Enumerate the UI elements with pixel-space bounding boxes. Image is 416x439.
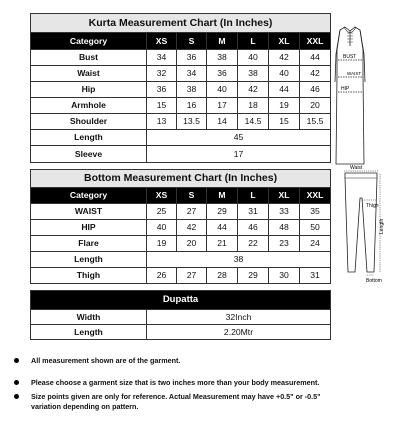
note-text: Size points given are only for reference. Actual Measurement may have +0.5" or -0.5" variation depending on pattern. xyxy=(31,392,321,412)
diagram-label-hip: HIP xyxy=(341,86,350,92)
table-cell: 38 xyxy=(147,252,331,268)
table-cell: 29 xyxy=(207,204,238,220)
row-label: Width xyxy=(31,310,147,325)
table-cell: 14.5 xyxy=(238,114,269,130)
table-cell: 24 xyxy=(300,236,331,252)
table-cell: 15.5 xyxy=(300,114,331,130)
table-row xyxy=(31,50,331,66)
table-cell: 13.5 xyxy=(177,114,207,130)
column-header: XL xyxy=(269,188,300,204)
bullet-icon xyxy=(14,358,19,363)
bullet-icon xyxy=(14,380,19,385)
row-label: Length xyxy=(31,130,147,146)
row-label: Hip xyxy=(31,82,147,98)
column-header: XXL xyxy=(300,188,331,204)
table-cell: 13 xyxy=(147,114,177,130)
table-cell: 38 xyxy=(177,82,207,98)
table-cell: 42 xyxy=(177,220,207,236)
table-cell: 23 xyxy=(269,236,300,252)
table-cell: 19 xyxy=(147,236,177,252)
kurta-chart-title: Kurta Measurement Chart (In Inches) xyxy=(31,14,331,33)
column-header: M xyxy=(207,188,238,204)
table-cell: 34 xyxy=(147,50,177,66)
table-cell: 18 xyxy=(238,98,269,114)
bullet-icon xyxy=(14,394,19,399)
table-cell: 48 xyxy=(269,220,300,236)
table-cell: 27 xyxy=(177,204,207,220)
table-cell: 19 xyxy=(269,98,300,114)
table-row xyxy=(31,220,331,236)
note-text: Please choose a garment size that is two inches more than your body measurement. xyxy=(31,378,320,387)
diagram-label-waist: WAIST xyxy=(347,71,362,76)
table-cell: 50 xyxy=(300,220,331,236)
table-cell: 25 xyxy=(147,204,177,220)
row-label: Shoulder xyxy=(31,114,147,130)
table-row xyxy=(31,66,331,82)
list-item xyxy=(14,356,410,366)
table-cell: 21 xyxy=(207,236,238,252)
column-header: S xyxy=(177,33,207,50)
column-header: L xyxy=(238,33,269,50)
column-header: M xyxy=(207,33,238,50)
table-cell: 28 xyxy=(207,268,238,284)
table-cell: 2.20Mtr xyxy=(147,325,331,340)
table-cell: 17 xyxy=(207,98,238,114)
table-cell: 33 xyxy=(269,204,300,220)
table-row xyxy=(31,146,331,163)
table-cell: 36 xyxy=(177,50,207,66)
row-label: Armhole xyxy=(31,98,147,114)
table-cell: 20 xyxy=(177,236,207,252)
diagram-label-bottom: Bottom xyxy=(366,278,382,284)
table-cell: 30 xyxy=(269,268,300,284)
diagram-label-bust: BUST xyxy=(343,54,357,60)
table-row xyxy=(31,325,331,340)
table-cell: 14 xyxy=(207,114,238,130)
row-label: Flare xyxy=(31,236,147,252)
table-cell: 42 xyxy=(238,82,269,98)
row-label: Thigh xyxy=(31,268,147,284)
table-cell: 27 xyxy=(177,268,207,284)
table-row xyxy=(31,310,331,325)
table-row xyxy=(31,252,331,268)
column-header: XS xyxy=(147,188,177,204)
table-cell: 36 xyxy=(207,66,238,82)
table-cell: 36 xyxy=(147,82,177,98)
column-header: Category xyxy=(31,188,147,204)
row-label: Waist xyxy=(31,66,147,82)
table-cell: 34 xyxy=(177,66,207,82)
table-cell: 26 xyxy=(147,268,177,284)
table-row xyxy=(31,82,331,98)
table-cell: 32 xyxy=(147,66,177,82)
table-row xyxy=(31,236,331,252)
table-cell: 40 xyxy=(269,66,300,82)
table-cell: 46 xyxy=(238,220,269,236)
dupatta-title: Dupatta xyxy=(31,291,331,310)
table-cell: 29 xyxy=(238,268,269,284)
row-label: Length xyxy=(31,252,147,268)
dupatta-table xyxy=(30,290,331,340)
table-cell: 22 xyxy=(238,236,269,252)
table-cell: 31 xyxy=(300,268,331,284)
table-row xyxy=(31,130,331,146)
table-cell: 44 xyxy=(300,50,331,66)
diagram-label-waist: Waist xyxy=(350,165,363,171)
table-row xyxy=(31,204,331,220)
table-cell: 44 xyxy=(207,220,238,236)
table-cell: 42 xyxy=(300,66,331,82)
column-header: XXL xyxy=(300,33,331,50)
table-cell: 44 xyxy=(269,82,300,98)
note-text: All measurement shown are of the garment. xyxy=(31,356,181,365)
table-cell: 40 xyxy=(207,82,238,98)
table-row xyxy=(31,98,331,114)
table-cell: 17 xyxy=(147,146,331,163)
table-cell: 35 xyxy=(300,204,331,220)
row-label: HIP xyxy=(31,220,147,236)
table-cell: 40 xyxy=(238,50,269,66)
diagram-label-length: Length xyxy=(379,218,385,234)
column-header: XS xyxy=(147,33,177,50)
table-cell: 15 xyxy=(147,98,177,114)
table-cell: 45 xyxy=(147,130,331,146)
bottom-chart-title: Bottom Measurement Chart (In Inches) xyxy=(31,170,331,188)
row-label: Sleeve xyxy=(31,146,147,163)
row-label: Bust xyxy=(31,50,147,66)
column-header: XL xyxy=(269,33,300,50)
bottom-diagram xyxy=(336,160,386,285)
table-cell: 15 xyxy=(269,114,300,130)
row-label: WAIST xyxy=(31,204,147,220)
column-header: S xyxy=(177,188,207,204)
kurta-diagram xyxy=(334,24,366,170)
table-row xyxy=(31,114,331,130)
table-cell: 46 xyxy=(300,82,331,98)
diagram-label-thigh: Thigh xyxy=(366,203,379,209)
table-cell: 42 xyxy=(269,50,300,66)
row-label: Length xyxy=(31,325,147,340)
table-cell: 20 xyxy=(300,98,331,114)
bottom-measurement-table xyxy=(30,169,331,284)
table-cell: 40 xyxy=(147,220,177,236)
table-cell: 32Inch xyxy=(147,310,331,325)
column-header: Category xyxy=(31,33,147,50)
column-header: L xyxy=(238,188,269,204)
list-item xyxy=(14,392,344,413)
table-cell: 38 xyxy=(238,66,269,82)
table-cell: 31 xyxy=(238,204,269,220)
table-row xyxy=(31,268,331,284)
kurta-measurement-table xyxy=(30,13,331,163)
table-cell: 16 xyxy=(177,98,207,114)
list-item xyxy=(14,378,410,388)
table-cell: 38 xyxy=(207,50,238,66)
